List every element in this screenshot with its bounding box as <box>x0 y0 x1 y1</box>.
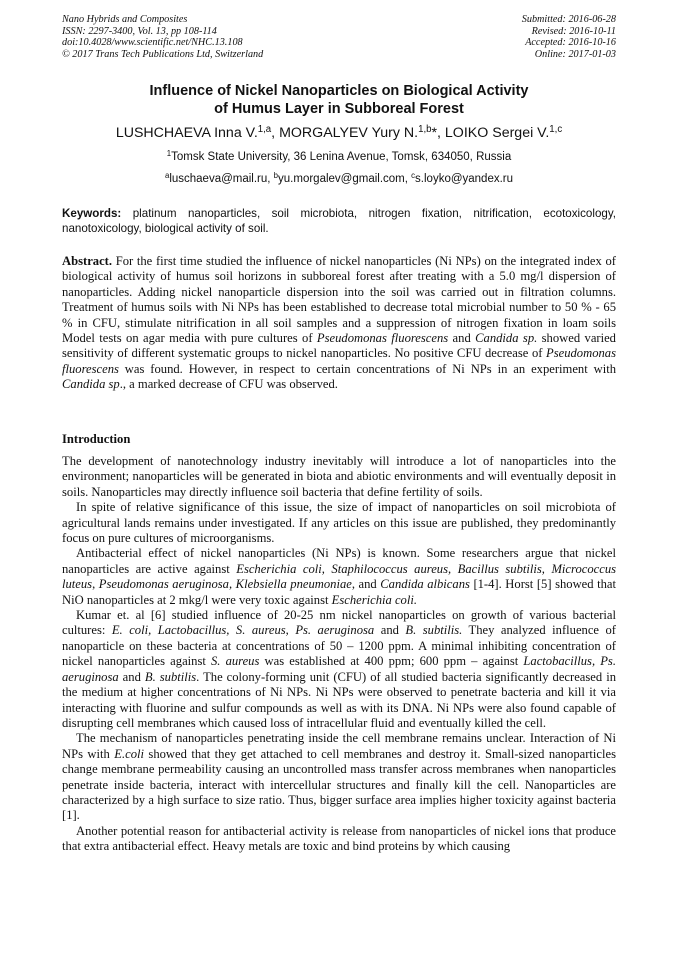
species-name: Pseudomonas fluorescens <box>316 331 449 346</box>
species-name: Pseudomonas aeruginosa, Klebsiella pneumoniae <box>98 577 352 592</box>
affiliation-sup: 1 <box>166 149 172 159</box>
text-run: The mechanism of nanoparticles penetrating inside the cell membrane remains unclear. Interaction of Ni NPs with <box>62 731 616 761</box>
text-run: They analyzed influence of nanoparticle on these bacteria at concentrations of 50 – 1200 ppm. A minimal inhibiting concentration of nickel nanoparticles against <box>62 623 616 669</box>
title-line-1: Influence of Nickel Nanoparticles on Biological Activity <box>149 83 529 99</box>
email-sup: a <box>164 171 170 181</box>
email-link[interactable]: yu.morgalev@gmail.com, <box>278 173 412 185</box>
species-name: E.coli <box>114 746 144 761</box>
author-separator: , <box>437 125 445 141</box>
abstract-text: For the first time studied the influence of nickel nanoparticles (Ni NPs) on the integrated index of biological activity of humus soil horizons in subboreal forest after treating with a 5.0 mg/l dispersion of nanoparticles. Adding nickel nanoparticle dispersion into the soil was carried out in filtration columns. Treatment of humus soils with Ni NPs has been established to decrease total microbial number to 50 % - 65 % in CFU, stimulate nitrification in all soil samples and a suppression of nitrogen fixation in loam soils Model tests on agar media with pure cultures of <box>62 254 616 346</box>
email-link[interactable]: s.loyko@yandex.ru <box>415 173 514 185</box>
abstract-label: Abstract. <box>62 254 113 268</box>
affiliation-text: Tomsk State University, 36 Lenina Avenue, Tomsk, 634050, Russia <box>171 151 512 163</box>
abstract-text: was found. However, in respect to certain concentrations of Ni NPs in an experiment with <box>118 361 616 376</box>
paragraph <box>62 608 616 731</box>
abstract <box>62 254 616 393</box>
author-list <box>62 124 616 142</box>
paper-title <box>62 82 616 118</box>
abstract-text: showed varied sensitivity of different systematic groups to nickel nanoparticles. No positive CFU decrease of <box>62 331 616 361</box>
paragraph: The development of nanotechnology industry inevitably will introduce a lot of nanoparticles into the environment; nanoparticles will be generated in biota and abiotic environments and will eventually deposit in soils. Nanoparticles may directly influence soil bacteria that define fertility of soils. <box>62 454 616 499</box>
accepted-date: Accepted: 2016-10-16 <box>525 37 616 49</box>
email-sup: b <box>273 171 279 181</box>
text-run: and <box>118 669 145 684</box>
email-link[interactable]: luschaeva@mail.ru, <box>169 173 274 185</box>
submitted-date: Submitted: 2016-06-28 <box>521 14 616 25</box>
species-name: Candida sp. <box>475 331 538 346</box>
species-name: B. subtilis. <box>405 623 463 638</box>
author-name: MORGALYEV Yury N. <box>279 125 419 141</box>
species-name: Pseudomonas fluorescens <box>62 346 616 376</box>
online-date: Online: 2017-01-03 <box>534 48 616 60</box>
abstract-text: and <box>448 331 476 346</box>
dates-header <box>522 14 616 60</box>
author-sup: 1,c <box>549 124 563 136</box>
email-list <box>62 172 616 186</box>
author-name: LUSHCHAEVA Inna V. <box>115 125 258 141</box>
text-run: . The colony-forming unit (CFU) of all studied bacteria significantly decreased in the medium at higher concentrations of Ni NPs. Ni NPs were observed to penetrate bacteria and kill it via interacting with fluorine and sulfur compounds as well as with its DNA. Ni NPs were also found capable of disrupting cell membranes which caused loss of intracellular fluid and eventually killed the cell. <box>62 669 616 730</box>
species-name: Lactobacillus, Ps. aeruginosa <box>62 654 616 684</box>
journal-header <box>62 14 263 60</box>
author-sup: 1,b <box>418 124 432 136</box>
paragraph: In spite of relative significance of this issue, the size of impact of nanoparticles on soil microbiota of agricultural lands remains under investigated. If any articles on this issue are published, they predominantly focus on pure cultures of microorganisms. <box>62 500 616 546</box>
species-name: S. aureus <box>210 654 260 669</box>
affiliation <box>62 150 616 164</box>
text-run: [1-4]. Horst [5] showed that NiO nanoparticles at 2 mkg/l were very toxic against <box>62 577 616 607</box>
keywords-label: Keywords: <box>62 207 122 220</box>
author-sup: 1,a <box>257 124 272 136</box>
keywords <box>62 206 616 237</box>
journal-name: Nano Hybrids and Composites <box>62 14 188 25</box>
author-separator: , <box>271 125 280 141</box>
species-name: B. subtilis <box>144 669 197 684</box>
species-name: Escherichia coli, Staphilococcus aureus, Bacillus subtilis, Micrococcus luteus <box>62 561 617 592</box>
author-name: LOIKO Sergei V. <box>444 125 550 141</box>
revised-date: Revised: 2016-10-11 <box>531 25 616 37</box>
corresponding-mark: * <box>431 125 438 141</box>
issn: ISSN: 2297-3400, Vol. 13, pp 108-114 <box>62 25 217 37</box>
text-run: Antibacterial effect of nickel nanoparticles (Ni NPs) is known. Some researchers argue that nickel nanoparticles are active against <box>62 546 616 576</box>
text-run: showed that they get attached to cell membranes and destroy it. Small-sized nanoparticles change membrane permeability causing an uncontrolled mass transfer across membranes when nanoparticles penetrate inside bacteria, interact with intercellular structures and finally kill the cell. Nanoparticles are characterized by a high surface to size ratio. Thus, bigger surface area implies higher toxicity against bacteria [1]. <box>62 746 617 823</box>
email-sup: c <box>411 171 416 181</box>
paragraph <box>62 731 616 823</box>
species-name: Candida albicans <box>380 577 470 592</box>
text-run: was established at 400 ppm; 600 ppm – against <box>259 654 524 669</box>
species-name: Escherichia coli. <box>331 592 417 607</box>
abstract-text: ., a marked decrease of CFU was observed. <box>119 377 338 392</box>
title-line-2: of Humus Layer in Subboreal Forest <box>214 101 464 117</box>
text-run: , <box>92 577 99 592</box>
text-run: , and <box>351 577 381 592</box>
section-heading-introduction: Introduction <box>62 432 131 446</box>
species-name: E. coli, Lactobacillus, S. aureus, Ps. aeruginosa <box>111 623 375 638</box>
species-name: Candida sp <box>62 377 120 392</box>
keywords-text: platinum nanoparticles, soil microbiota, nitrogen fixation, nitrification, ecotoxicology, nanotoxicology, biological activity of soil. <box>62 207 616 236</box>
paragraph: Another potential reason for antibacterial activity is release from nanoparticles of nickel ions that produce that extra antibacterial effect. Heavy metals are toxic and bind proteins by which causing <box>62 823 616 854</box>
introduction-body <box>62 454 616 855</box>
text-run: and <box>374 623 406 638</box>
doi[interactable]: doi:10.4028/www.scientific.net/NHC.13.108 <box>62 37 243 49</box>
copyright: © 2017 Trans Tech Publications Ltd, Switzerland <box>62 48 264 60</box>
text-run: Kumar et. al [6] studied influence of 20-25 nm nickel nanoparticles on growth of various bacterial cultures: <box>62 608 616 638</box>
paragraph <box>62 546 616 608</box>
